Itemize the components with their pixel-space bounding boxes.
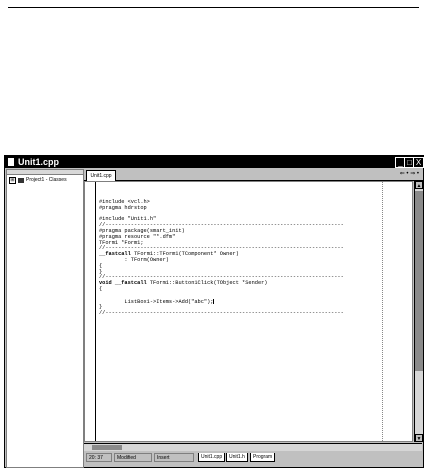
scroll-up-icon[interactable]: ▲ — [416, 183, 422, 189]
bottom-tab-program[interactable]: Program — [250, 453, 275, 462]
code-text: #pragma resource "*.dfm" — [99, 233, 176, 240]
code-text — [99, 292, 102, 298]
code-text: } — [99, 304, 103, 311]
horizontal-scroll-thumb[interactable] — [92, 445, 122, 450]
history-nav[interactable]: ⇐ • ⇒ • — [399, 171, 419, 177]
code-text: //--------------------------------------------------------------------------- — [99, 222, 344, 229]
code-area[interactable] — [84, 181, 413, 442]
code-text: #include <vcl.h> — [99, 199, 150, 205]
code-text: #include "Unit1.h" — [99, 216, 157, 223]
modified-indicator: Modified — [114, 453, 152, 462]
code-line[interactable] — [99, 311, 344, 317]
project-icon — [18, 178, 24, 183]
status-bar — [84, 452, 423, 464]
code-text: { — [99, 262, 103, 269]
code-text: { — [99, 285, 103, 292]
document-icon — [8, 158, 14, 166]
bottom-tab-unit1-h[interactable]: Unit1.h — [226, 453, 248, 462]
code-text: #pragma package(smart_init) — [99, 227, 185, 234]
vertical-scroll-thumb[interactable] — [415, 191, 423, 371]
right-margin-line — [382, 182, 383, 441]
code-text: //--------------------------------------------------------------------------- — [99, 310, 344, 317]
code-text: TForm1::TForm1(TComponent* Owner) — [130, 251, 239, 258]
code-keyword: __fastcall — [99, 251, 131, 258]
code-editor — [84, 169, 423, 466]
insert-mode: Insert — [154, 453, 194, 462]
source-code[interactable] — [99, 200, 344, 317]
cursor-position: 20: 37 — [86, 453, 112, 462]
tree-header-bar — [7, 170, 83, 175]
gutter — [85, 182, 96, 441]
code-line[interactable] — [99, 299, 344, 306]
code-text: TForm1 *Form1; — [99, 239, 144, 246]
vertical-scrollbar[interactable] — [414, 181, 423, 442]
tree-item-label: Project1 - Classes — [26, 177, 67, 183]
horizontal-scrollbar[interactable] — [84, 443, 422, 451]
code-text: } — [99, 268, 103, 275]
scroll-down-icon[interactable]: ▼ — [416, 436, 422, 442]
maximize-button[interactable]: □ — [404, 157, 415, 168]
code-keyword: void __fastcall — [99, 280, 147, 287]
code-text: #pragma hdrstop — [99, 204, 147, 211]
class-explorer — [6, 169, 84, 468]
close-button[interactable]: X — [413, 157, 424, 168]
window-title: Unit1.cpp — [18, 157, 60, 167]
bottom-tab-unit1-cpp[interactable]: Unit1.cpp — [198, 453, 225, 462]
top-rule — [8, 7, 419, 8]
code-text: //--------------------------------------------------------------------------- — [99, 274, 344, 281]
title-bar[interactable] — [5, 156, 423, 168]
text-cursor — [213, 299, 214, 304]
editor-window — [4, 155, 424, 468]
tree-item-project[interactable] — [9, 176, 67, 184]
minimize-button[interactable]: _ — [395, 157, 406, 168]
code-text: //--------------------------------------------------------------------------- — [99, 245, 344, 252]
tab-strip — [84, 169, 423, 181]
code-text: TForm1::Button1Click(TObject *Sender) — [146, 280, 268, 287]
expand-icon[interactable]: ⊞ — [10, 176, 15, 183]
tab-unit1-cpp[interactable]: Unit1.cpp — [86, 170, 116, 181]
code-text: : TForm(Owner) — [99, 256, 169, 263]
code-text: ListBox1->Items->Add("abc"); — [99, 298, 214, 305]
